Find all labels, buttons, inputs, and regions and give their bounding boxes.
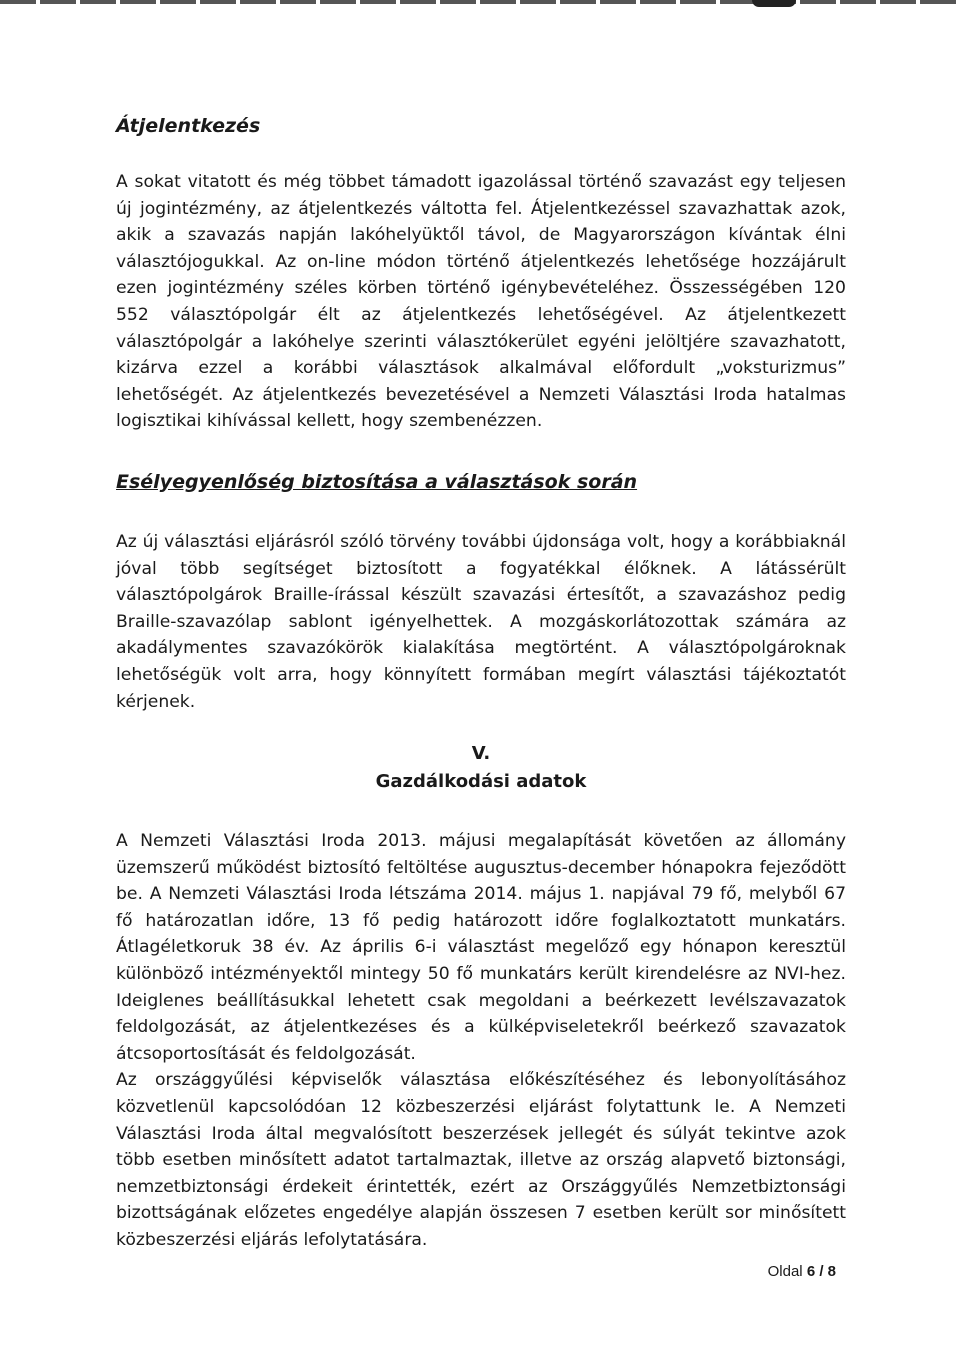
paragraph-atjelentkezes: A sokat vitatott és még többet támadott igazolással történő szavazást egy teljesen új jogintézmény, az átjelentkezés váltotta fel. Átjelentkezéssel szavazhattak azok, akik a szavazás napján lakóhelyüktől távol, de Magyarországon kívántak élni választójogukkal. Az on-line módon történő átjelentkezés lehetősége hozzájárult ezen jogintézmény széles körben történő igénybevételéhez. Összességében 120 552 választópolgár élt az átjelentkezés lehetőségével. Az átjelentkezett választópolgár a lakóhelye szerinti választókerület egyéni jelöltjére szavazhatott, kizárva ezzel a korábbi választások alkalmával előfordult „voksturizmus” lehetőségét. Az átjelentkezés bevezetésével a Nemzeti Választási Iroda hatalmas logisztikai kihívással kellett, hogy szembenézzen. (116, 172, 846, 432)
paragraph-eselyegyenloseg: Az új választási eljárásról szóló törvény további újdonsága volt, hogy a korábbiaknál jóval több segítséget biztosított a fogyatékkal élőknek. A látássérült választópolgárok Braille-írással készült szavazási értesítőt, a szavazáshoz pedig Braille-szavazólap sablont igényelhettek. A mozgáskorlátozottak számára az akadálymentes szavazókörök kialakítása megtörtént. A választópolgároknak lehetőségük volt arra, hogy könnyített formában megírt választási tájékoztatót kérjenek. (116, 531, 846, 712)
page-content (116, 108, 846, 1254)
chapter-number: V. (471, 743, 491, 765)
scan-mark (752, 0, 796, 7)
chapter-title: Gazdálkodási adatok (375, 771, 587, 793)
page-footer (768, 1263, 836, 1280)
footer-page-label: Oldal (767, 1263, 803, 1280)
footer-page-number: 6 / 8 (806, 1263, 836, 1280)
scan-top-border (0, 0, 960, 4)
paragraph-gazdalkodas-kozbeszerzes: Az országgyűlési képviselők választása előkészítéséhez és lebonyolításához közvetlenül kapcsolódóan 12 közbeszerzési eljárást folytattunk le. A Nemzeti Választási Iroda által megvalósított beszerzések jellegét és súlyát tekintve azok több esetben minősített adatot tartalmaztak, illetve az ország alapvető biztonsági, nemzetbiztonsági érdekeit érintették, ezért az Országgyűlés Nemzetbiztonsági bizottságának előzetes engedélye alapján összesen 7 esetben került sor minősített közbeszerzési eljárás lefolytatására. (116, 1070, 846, 1250)
section-heading-atjelentkezes: Átjelentkezés (116, 115, 261, 137)
section-heading-eselyegyenloseg: Esélyegyenlőség biztosítása a választások során (116, 470, 638, 493)
paragraph-gazdalkodas-letszam: A Nemzeti Választási Iroda 2013. májusi megalapítását követően az állomány üzemszerű működést biztosító feltöltése augusztus-december hónapokra fejeződött be. A Nemzeti Választási Iroda létszáma 2014. május 1. napjával 79 fő, melyből 67 fő határozatlan időre, 13 fő pedig határozott időre foglalkoztatott munkatárs. Átlagéletkoruk 38 év. Az április 6-i választást megelőző egy hónapon keresztül különböző intézményektől mintegy 50 fő munkatárs került kirendelésre az NVI-hez. Ideiglenes beállításukkal lehetett csak megoldani a beérkezett levélszavazatok feldolgozását, az átjelentkezéses és a külképviseletekről beérkező szavazatok átcsoportosítását és feldolgozását. (116, 831, 846, 1064)
